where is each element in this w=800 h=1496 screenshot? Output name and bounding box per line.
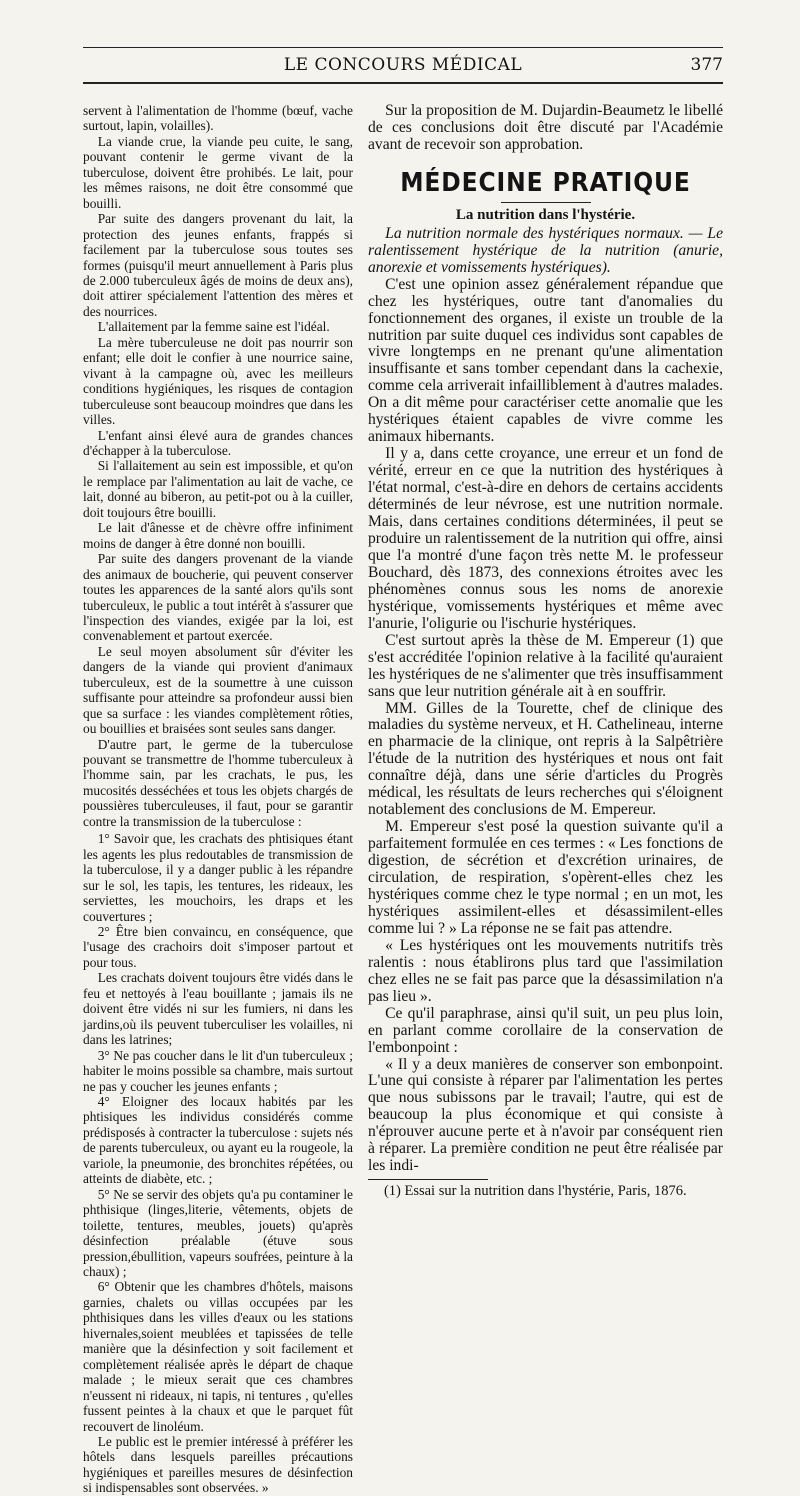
left-column [83, 103, 353, 1496]
header-bottom-rule [83, 82, 723, 84]
page-number: 377 [690, 55, 723, 75]
paragraph: MM. Gilles de la Tourette, chef de clinique des maladies du système nerveux, et H. Cathelineau, interne en pharmacie de la clinique, ont repris à la Salpêtrière l'étude de la nutrition des hystériques et nous ont fait connaître déjà, dans une série d'articles du Progrès médical, les résultats de leurs recherches qui s'éloignent notablement des conclusions de M. Empereur. [368, 699, 723, 819]
paragraph: « Il y a deux manières de conserver son embonpoint. L'une qui consiste à réparer par l'alimentation les pertes que nous subissons par le travail; l'autre, qui est de beaucoup la plus économique et qui consiste à n'éprouver aucune perte et à n'avoir par conséquent rien à réparer. La première condition ne peut être réalisée par les indi- [368, 1055, 723, 1175]
list-item: 6° Obtenir que les chambres d'hôtels, maisons garnies, chalets ou villas occupées par les phthisiques dans les villes d'eaux ou les stations hivernales,soient meublées et tapissées de telle manière que la désinfection y soit facilement et complètement réalisée après le départ de chaque malade ; le mieux serait que ces chambres n'eussent ni rideaux, ni tapis, ni tentures , qu'elles fussent peintes à la chaux et que le parquet fût recouvert de linoléum. [83, 1279, 353, 1434]
list-item: 3° Ne pas coucher dans le lit d'un tuberculeux ; habiter le moins possible sa chambre, mais surtout ne pas y coucher les jeunes enfants ; [83, 1047, 353, 1094]
paragraph: Le lait d'ânesse et de chèvre offre infiniment moins de danger à être donné non bouilli. [83, 520, 353, 551]
paragraph: C'est surtout après la thèse de M. Empereur (1) que s'est accréditée l'opinion relative à la facilité qu'auraient les hystériques de ne s'alimenter que très insuffisamment sans que leur nutrition générale ait à en souffrir. [368, 631, 723, 700]
paragraph: servent à l'alimentation de l'homme (bœuf, vache surtout, lapin, volailles). [83, 103, 353, 134]
footnote-divider [368, 1179, 488, 1180]
list-item: 4° Eloigner des locaux habités par les phtisiques les individus considérés comme prédisposés à contracter la tuberculose : sujets nés de parents tuberculeux, ou ayant eu la rougeole, la variole, la pneumonie, des bronchites répétées, ou atteints de diabète, etc. ; [83, 1094, 353, 1187]
paragraph: Il y a, dans cette croyance, une erreur et un fond de vérité, erreur en ce que la nutrition des hystériques à l'état normal, c'est-à-dire en dehors de certains accidents déterminés de leur névrose, est une nutrition normale. Mais, dans certaines conditions déterminées, il peut se produire un ralentissement de la nutrition qui offre, ainsi que l'a montré d'une façon très nette M. le professeur Bouchard, dès 1873, des connexions étroites avec les phénomènes connus sous les noms de anorexie hystérique, vomissements hystériques et même avec l'anurie, l'oligurie ou l'ischurie hystériques. [368, 445, 723, 632]
paragraph: Par suite des dangers provenant du lait, la protection des jeunes enfants, frappés si facilement par la tuberculose sous toutes ses formes (puisqu'il meurt annuellement à Paris plus de 2.000 tuberculeux âgés de moins de deux ans), doit attirer spécialement l'attention des mères et des nourrices. [83, 211, 353, 319]
article-lead: La nutrition normale des hystériques normaux. — Le ralentissement hystérique de la nutrition (anurie, anorexie et vomissements hystériques). [368, 224, 723, 276]
paragraph: L'enfant ainsi élevé aura de grandes chances d'échapper à la tuberculose. [83, 427, 353, 458]
paragraph: La viande crue, la viande peu cuite, le sang, pouvant contenir le germe vivant de la tuberculose, doivent être prohibés. Le lait, pour les mêmes raisons, ne doit être consommé que bouilli. [83, 133, 353, 211]
paragraph: Ce qu'il paraphrase, ainsi qu'il suit, un peu plus loin, en parlant comme corollaire de la conservation de l'embonpoint : [368, 1004, 723, 1056]
header-top-rule [83, 47, 723, 48]
page-header [83, 55, 723, 79]
paragraph: Les crachats doivent toujours être vidés dans le feu et nettoyés à l'eau bouillante ; jamais ils ne doivent être vidés ni sur les fumiers, ni dans les jardins,où ils peuvent tuberculiser les volailles, ni dans les latrines; [83, 970, 353, 1048]
article-subtitle: La nutrition dans l'hystérie. [455, 206, 636, 223]
paragraph: « Les hystériques ont les mouvements nutritifs très ralentis : nous établirons plus tard que l'assimilation chez elles ne se fait pas parce que la désassimilation n'a pas lieu ». [368, 936, 723, 1005]
paragraph: C'est une opinion assez généralement répandue que chez les hystériques, outre tant d'anomalies du fonctionnement des organes, il existe un trouble de la nutrition par suite duquel ces individus sont capables de vivre longtemps en ne prenant qu'une alimentation insuffisante et sans tomber cependant dans la cachexie, comme cela arriverait infailliblement à d'autres malades. On a dit même pour caractériser cette anomalie que les hystériques étaient capables de vivre comme les animaux hibernants. [368, 275, 723, 446]
paragraph: L'allaitement par la femme saine est l'idéal. [97, 319, 330, 335]
paragraph: Le public est le premier intéressé à préférer les hôtels dans lesquels pareilles précautions hygiéniques et pareilles mesures de désinfection si indispensables sont observées. » [83, 1433, 353, 1496]
paragraph: Par suite des dangers provenant de la viande des animaux de boucherie, qui peuvent conserver toutes les apparences de la santé alors qu'ils sont tuberculeux, le public a tout intérêt à s'assurer que l'inspection des viandes, exigée par la loi, est convenablement et partout exercée. [83, 551, 353, 644]
paragraph: La mère tuberculeuse ne doit pas nourrir son enfant; elle doit le confier à une nourrice saine, vivant à la campagne où, avec les meilleurs conditions hygiéniques, les risques de contagion tuberculeuse sont beaucoup moindres que dans les villes. [83, 334, 353, 428]
paragraph: Sur la proposition de M. Dujardin-Beaumetz le libellé de ces conclusions doit être discuté par l'Académie avant de recevoir son approbation. [368, 102, 723, 153]
paragraph: Le seul moyen absolument sûr d'éviter les dangers de la viande qui provient d'animaux tuberculeux, est de la soumettre à une cuisson suffisante pour atteindre sa profondeur aussi bien que sa surface : les viandes complètement rôties, ou bouillies et braisées sont seules sans danger. [83, 643, 353, 737]
footnote: (1) Essai sur la nutrition dans l'hystérie, Paris, 1876. [383, 1183, 687, 1200]
paragraph: Si l'allaitement au sein est impossible, et qu'on le remplace par l'alimentation au lait de vache, ce lait, donné au biberon, au petit-pot ou à la cuiller, doit toujours être bouilli. [83, 458, 353, 520]
right-column [368, 103, 723, 1200]
list-item: 1° Savoir que, les crachats des phtisiques étant les agents les plus redoutables de transmission de la tuberculose, il y a danger public à les répandre sur le sol, les tapis, les tentures, les rideaux, les serviettes, les mouchoirs, les draps et les couvertures ; [83, 831, 353, 924]
section-divider [501, 202, 591, 203]
list-item: 5° Ne se servir des objets qu'a pu contaminer le phthisique (linges,literie, vêtements, objets de toilette, tentures, meubles, jouets) qu'après désinfection préalable (étuve sous pression,ébullition, vapeurs soufrées, peinture à la chaux) ; [83, 1186, 353, 1279]
section-title: MÉDECINE PRATIQUE [400, 167, 691, 198]
paragraph: M. Empereur s'est posé la question suivante qu'il a parfaitement formulée en ces termes : « Les fonctions de digestion, de sécrétion et d'excrétion urinaires, de circulation, de respiration, s'opèrent-elles chez les hystériques comme chez le type normal ; en un mot, les hystériques assimilent-elles et désassimilent-elles comme lui ? » La réponse ne se fait pas attendre. [368, 818, 723, 937]
list-item: 2° Être bien convaincu, en conséquence, que l'usage des crachoirs doit s'imposer partout et pour tous. [83, 924, 353, 970]
running-head: LE CONCOURS MÉDICAL [283, 55, 523, 75]
paragraph: D'autre part, le germe de la tuberculose pouvant se transmettre de l'homme tuberculeux à l'homme sain, par les crachats, le pus, les mucosités desséchées et tous les objets chargés de poussières tuberculeuses, il faut, pour se garantir contre la transmission de la tuberculose : [83, 736, 353, 829]
